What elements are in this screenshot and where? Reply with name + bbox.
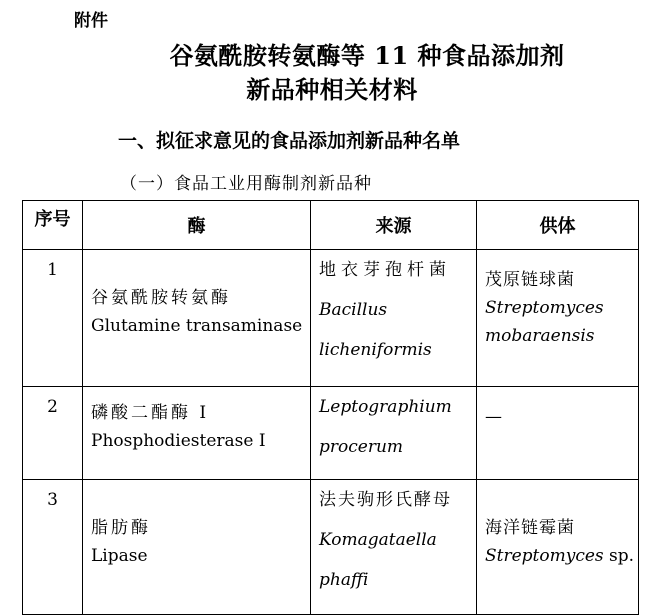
row-number: 3 xyxy=(23,480,83,615)
enzyme-name-en: Glutamine transaminase xyxy=(91,316,303,336)
section-heading: 一、拟征求意见的食品添加剂新品种名单 xyxy=(118,130,461,152)
source-latin-line1: Bacillus xyxy=(319,300,388,320)
enzyme-table xyxy=(22,200,639,615)
donor-latin-line2: mobaraensis xyxy=(485,326,595,346)
header-source: 来源 xyxy=(311,201,477,250)
document-title-line1: 谷氨酰胺转氨酶等 11 种食品添加剂 xyxy=(169,41,565,70)
source-cell xyxy=(311,250,477,387)
source-cell xyxy=(311,387,477,480)
enzyme-name-cn: 脂肪酶 xyxy=(91,518,151,538)
enzyme-name-cn: 谷氨酰胺转氨酶 xyxy=(91,288,231,308)
header-number: 序号 xyxy=(23,201,83,250)
source-latin-line1: Leptographium xyxy=(319,397,452,417)
document-title-line2: 新品种相关材料 xyxy=(246,75,418,104)
header-enzyme: 酶 xyxy=(83,201,311,250)
header-donor: 供体 xyxy=(477,201,639,250)
enzyme-name-en: Lipase xyxy=(91,546,148,566)
source-name-cn: 法夫驹形氏酵母 xyxy=(319,490,452,510)
enzyme-name-cn: 磷酸二酯酶 I xyxy=(91,403,210,423)
source-name-cn: 地衣芽孢杆菌 xyxy=(319,260,451,280)
donor-name-cn: 茂原链球菌 xyxy=(485,270,575,290)
donor-latin xyxy=(485,542,638,570)
donor-cell xyxy=(477,250,639,387)
enzyme-cell xyxy=(83,387,311,480)
donor-name-cn: 海洋链霉菌 xyxy=(485,518,575,538)
table-row xyxy=(23,250,639,387)
source-latin-line1: Komagataella xyxy=(319,530,437,550)
source-latin-line2: phaffi xyxy=(319,570,369,590)
donor-latin-genus: Streptomyces xyxy=(485,546,604,566)
source-cell xyxy=(311,480,477,615)
row-number: 1 xyxy=(23,250,83,387)
attachment-label: 附件 xyxy=(74,11,108,31)
table-row xyxy=(23,480,639,615)
donor-dash: — xyxy=(485,407,502,427)
donor-cell xyxy=(477,480,639,615)
enzyme-cell xyxy=(83,250,311,387)
row-number: 2 xyxy=(23,387,83,480)
donor-latin-sp: sp. xyxy=(603,546,635,566)
table-header-row xyxy=(23,201,639,250)
source-latin-line2: procerum xyxy=(319,437,404,457)
donor-cell xyxy=(477,387,639,480)
donor-latin-line1: Streptomyces xyxy=(485,298,604,318)
enzyme-name-en: Phosphodiesterase I xyxy=(91,431,266,451)
subsection-heading: （一）食品工业用酶制剂新品种 xyxy=(120,174,372,194)
enzyme-cell xyxy=(83,480,311,615)
source-latin-line2: licheniformis xyxy=(319,340,432,360)
table-row xyxy=(23,387,639,480)
